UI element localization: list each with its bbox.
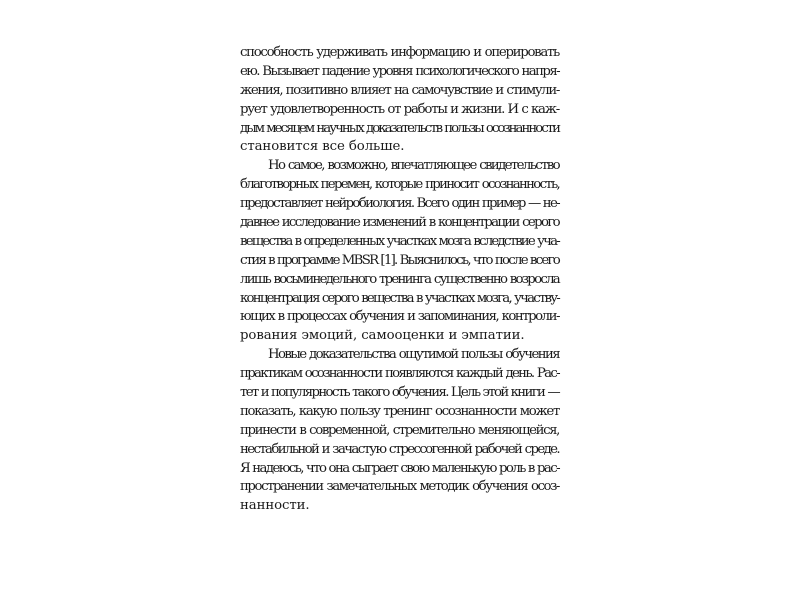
text-line: Новые доказательства ощутимой пользы обучения <box>268 347 559 363</box>
text-line: рования эмоций, самооценки и эмпатии. <box>240 328 525 344</box>
text-line: способность удерживать информацию и оперировать <box>240 45 559 60</box>
text-line: вещества в определенных участках мозга вследствие уча- <box>240 233 559 249</box>
paragraph-1 <box>240 44 559 157</box>
text-line: стия в программе MBSR [1]. Выяснилось, что после всего <box>240 252 559 268</box>
text-line: концентрация серого вещества в участках мозга, участву- <box>240 290 559 306</box>
body-text <box>240 44 559 516</box>
paragraph-3 <box>240 346 559 516</box>
text-line: Но самое, возможно, впечатляющее свидетельство <box>268 158 559 174</box>
paragraph-2 <box>240 157 559 346</box>
text-line: нанности. <box>240 498 310 514</box>
text-line: принести в современной, стремительно меняющейся, <box>240 422 559 438</box>
text-line: жения, позитивно влияет на самочувствие и стимули- <box>240 82 559 98</box>
text-line: тет и популярность такого обучения. Цель этой книги — <box>240 385 559 401</box>
text-line: ею. Вызывает падение уровня психологического напря- <box>240 63 559 79</box>
text-line: рует удовлетворенность от работы и жизни. И с каж- <box>240 101 559 117</box>
text-line: ющих в процессах обучения и запоминания, контроли- <box>240 309 559 325</box>
text-line: предоставляет нейробиология. Всего один пример — не- <box>240 196 559 212</box>
text-line: давнее исследование изменений в концентрации серого <box>240 215 559 231</box>
text-line: Я надеюсь, что она сыграет свою маленькую роль в рас- <box>240 460 559 476</box>
text-line: лишь восьминедельного тренинга существенно возросла <box>240 271 559 287</box>
text-line: благотворных перемен, которые приносит осознанность, <box>240 177 559 193</box>
text-line: дым месяцем научных доказательств пользы осознанности <box>240 120 559 136</box>
text-line: нестабильной и зачастую стрессогенной рабочей среде. <box>240 441 559 457</box>
text-line: практикам осознанности появляются каждый день. Рас- <box>240 366 559 382</box>
text-line: пространении замечательных методик обучения осоз- <box>240 479 559 495</box>
text-line: показать, какую пользу тренинг осознанности может <box>240 403 559 419</box>
text-line: становится все больше. <box>240 139 405 155</box>
